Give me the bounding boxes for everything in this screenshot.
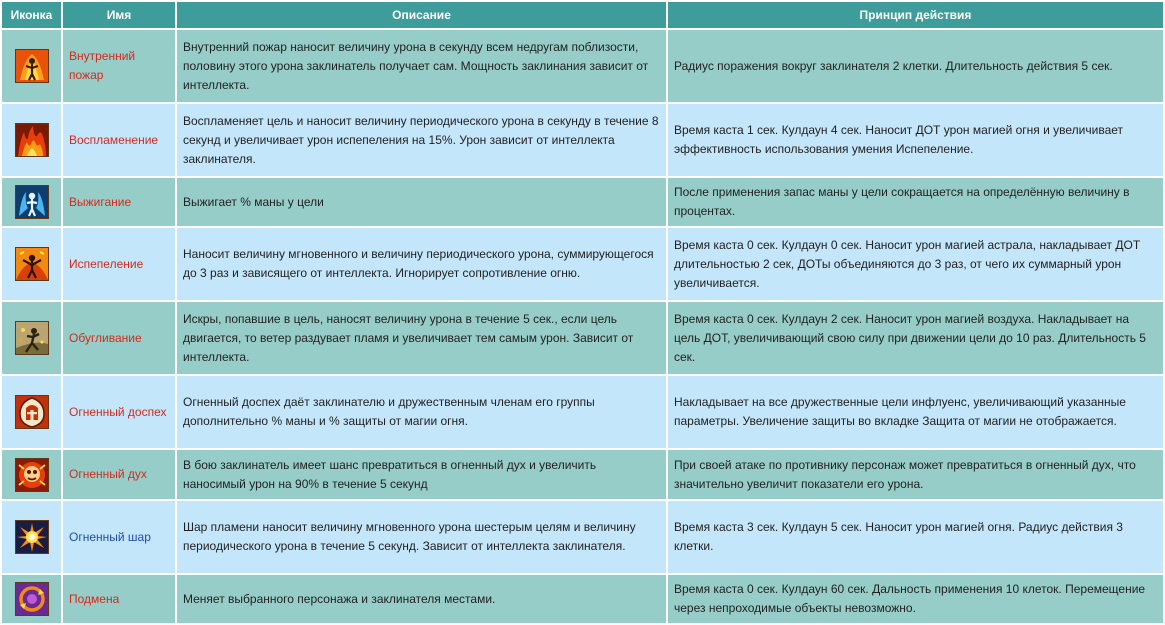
skill-description: Внутренний пожар наносит величину урона в секунду всем недругам поблизости, половину этого урона заклинатель получает сам. Мощность заклинания зависит от интеллекта. — [177, 30, 666, 102]
icon-cell — [2, 104, 61, 176]
icon-cell — [2, 501, 61, 573]
fire-armor-icon — [15, 395, 49, 429]
skill-mechanics: При своей атаке по противнику персонаж может превратиться в огненный дух, что значительно увеличит показатели его урона. — [668, 450, 1163, 499]
table-row — [2, 501, 1163, 573]
skill-mechanics: Время каста 1 сек. Кулдаун 4 сек. Наносит ДОТ урон магией огня и увеличивает эффективность использования умения Испепеление. — [668, 104, 1163, 176]
table-header-row — [2, 2, 1163, 28]
header-description: Описание — [177, 2, 666, 28]
skill-mechanics: После применения запас маны у цели сокращается на определённую величину в процентах. — [668, 178, 1163, 226]
header-name: Имя — [63, 2, 175, 28]
table-row — [2, 302, 1163, 374]
icon-cell — [2, 178, 61, 226]
table-row — [2, 228, 1163, 300]
skill-mechanics: Время каста 3 сек. Кулдаун 5 сек. Наносит урон магией огня. Радиус действия 3 клетки. — [668, 501, 1163, 573]
skill-description: Шар пламени наносит величину мгновенного урона шестерым целям и величину периодического урона в течение 5 секунд. Зависит от интеллекта заклинателя. — [177, 501, 666, 573]
skill-name: Огненный доспех — [63, 376, 175, 448]
icon-cell — [2, 575, 61, 623]
skill-description: Огненный доспех даёт заклинателю и дружественным членам его группы дополнительно % маны и % защиты от магии огня. — [177, 376, 666, 448]
icon-cell — [2, 30, 61, 102]
fire-spirit-icon — [15, 458, 49, 492]
skill-name: Воспламенение — [63, 104, 175, 176]
header-mechanics: Принцип действия — [668, 2, 1163, 28]
skill-name: Огненный шар — [63, 501, 175, 573]
skill-name: Испепеление — [63, 228, 175, 300]
skill-mechanics: Время каста 0 сек. Кулдаун 60 сек. Дальность применения 10 клеток. Перемещение через непроходимые объекты невозможно. — [668, 575, 1163, 623]
icon-cell — [2, 376, 61, 448]
skill-mechanics: Время каста 0 сек. Кулдаун 2 сек. Наносит урон магией воздуха. Накладывает на цель ДОТ, увеличивающий свою силу при движении цели до 10 раз. Длительность 5 сек. — [668, 302, 1163, 374]
ignition-icon — [15, 123, 49, 157]
inner-fire-icon — [15, 49, 49, 83]
icon-cell — [2, 228, 61, 300]
incinerate-icon — [15, 247, 49, 281]
skill-name: Обугливание — [63, 302, 175, 374]
header-icon: Иконка — [2, 2, 61, 28]
table-row — [2, 104, 1163, 176]
skill-description: Воспламеняет цель и наносит величину периодического урона в секунду в течение 8 секунд и увеличивает урон испепеления на 15%. Урон зависит от интеллекта заклинателя. — [177, 104, 666, 176]
table-row — [2, 376, 1163, 448]
skill-mechanics: Время каста 0 сек. Кулдаун 0 сек. Наносит урон магией астрала, накладывает ДОТ длительностью 2 сек, ДОТы объединяются до 3 раз, от чего их суммарный урон увеличивается. — [668, 228, 1163, 300]
skill-mechanics: Радиус поражения вокруг заклинателя 2 клетки. Длительность действия 5 сек. — [668, 30, 1163, 102]
table-row — [2, 575, 1163, 623]
skill-description: В бою заклинатель имеет шанс превратиться в огненный дух и увеличить наносимый урон на 90% в течение 5 секунд — [177, 450, 666, 499]
icon-cell — [2, 302, 61, 374]
skill-name: Внутренний пожар — [63, 30, 175, 102]
table-row — [2, 450, 1163, 499]
skill-description: Наносит величину мгновенного и величину периодического урона, суммирующегося до 3 раз и зависящего от интеллекта. Игнорирует сопротивление огню. — [177, 228, 666, 300]
skill-description: Искры, попавшие в цель, наносят величину урона в течение 5 сек., если цель двигается, то ветер раздувает пламя и увеличивает тем самым урон. Зависит от интеллекта. — [177, 302, 666, 374]
burnout-icon — [15, 185, 49, 219]
scorch-icon — [15, 321, 49, 355]
table-row — [2, 178, 1163, 226]
skill-name: Огненный дух — [63, 450, 175, 499]
skill-mechanics: Накладывает на все дружественные цели инфлуенс, увеличивающий указанные параметры. Увеличение защиты во вкладке Защита от магии не отображается. — [668, 376, 1163, 448]
skill-description: Меняет выбранного персонажа и заклинателя местами. — [177, 575, 666, 623]
swap-icon — [15, 582, 49, 616]
fireball-icon — [15, 520, 49, 554]
icon-cell — [2, 450, 61, 499]
skill-name: Выжигание — [63, 178, 175, 226]
skill-description: Выжигает % маны у цели — [177, 178, 666, 226]
table-row — [2, 30, 1163, 102]
skill-name: Подмена — [63, 575, 175, 623]
